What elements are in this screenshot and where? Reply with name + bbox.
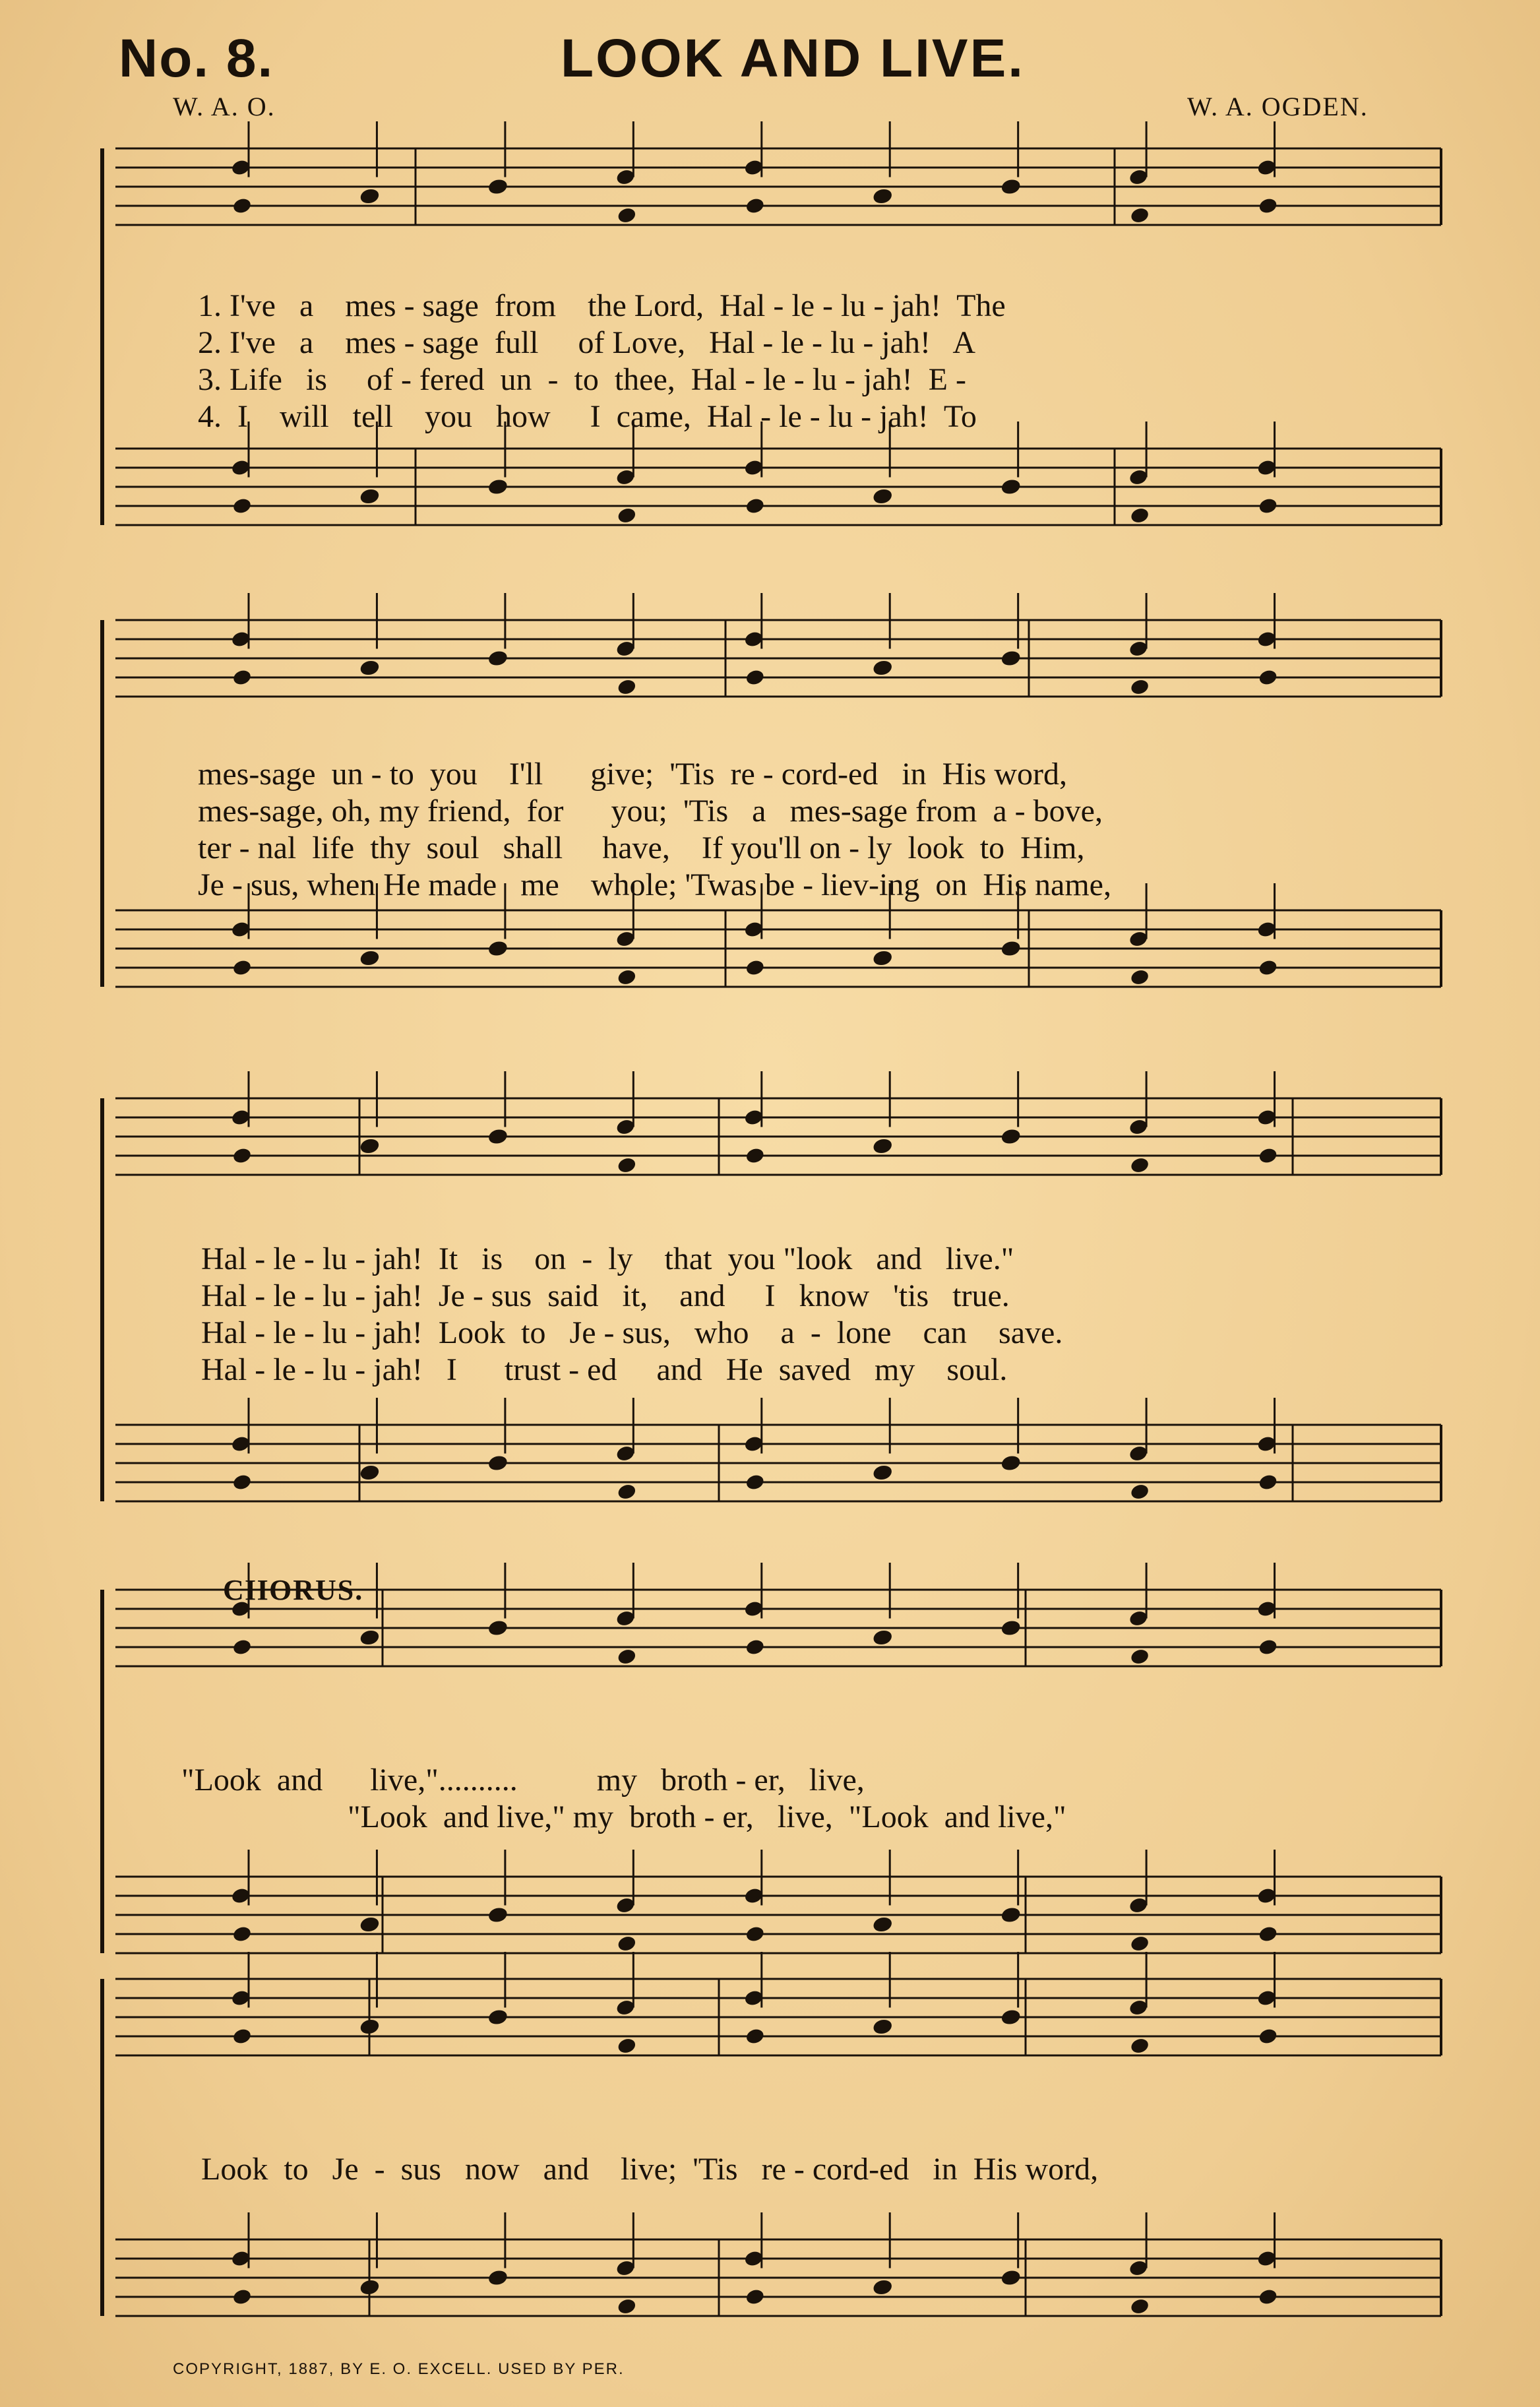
note-head [745, 668, 765, 687]
note-head [1258, 1638, 1278, 1656]
note-head [1129, 507, 1150, 525]
note-head [617, 507, 637, 525]
note-head [745, 2288, 765, 2306]
lyricist-credit: W. A. O. [173, 92, 276, 121]
note-head [360, 2018, 381, 2036]
note-head [231, 497, 252, 515]
note-head [488, 1906, 508, 1924]
note-head [360, 1464, 381, 1482]
note-head [745, 958, 765, 977]
note-head [231, 668, 252, 687]
lyric-line: Look to Je - sus now and live; 'Tis re - cord-ed in His word, [201, 2152, 1099, 2187]
note-head [1258, 497, 1278, 515]
note-head [488, 649, 508, 668]
note-head [1001, 2008, 1022, 2026]
note-heads [230, 121, 1278, 2315]
note-head [1258, 1925, 1278, 1943]
staff-lines [102, 148, 1441, 2316]
note-head [873, 1464, 894, 1482]
note-head [617, 1483, 637, 1501]
note-head [231, 1473, 252, 1491]
note-head [1001, 1619, 1022, 1637]
note-head [488, 2268, 508, 2287]
note-head [488, 939, 508, 958]
note-head [745, 1925, 765, 1943]
lyric-line: mes-sage un - to you I'll give; 'Tis re - cord-ed in His word, [198, 757, 1068, 792]
note-head [617, 2298, 637, 2316]
note-head [231, 197, 252, 215]
note-head [231, 2027, 252, 2046]
note-head [1001, 1127, 1022, 1146]
note-head [1001, 649, 1022, 668]
note-head [745, 497, 765, 515]
lyric-line: Hal - le - lu - jah! Look to Je - sus, who a - lone can save. [201, 1315, 1063, 1350]
note-head [1129, 206, 1150, 225]
note-head [231, 1146, 252, 1165]
note-head [745, 2027, 765, 2046]
note-head [617, 2037, 637, 2055]
lyric-line: 2. I've a mes - sage full of Love, Hal - le - lu - jah! A [198, 325, 975, 360]
note-head [360, 659, 381, 677]
note-head [1129, 1935, 1150, 1953]
note-head [488, 478, 508, 496]
note-head [488, 1619, 508, 1637]
note-head [617, 1648, 637, 1666]
lyric-line: Hal - le - lu - jah! Je - sus said it, and I know 'tis true. [201, 1278, 1010, 1313]
note-head [1258, 1473, 1278, 1491]
note-head [488, 177, 508, 196]
note-head [617, 1935, 637, 1953]
lyric-line: ter - nal life thy soul shall have, If you'll on - ly look to Him, [198, 830, 1085, 865]
lyric-line: Je - sus, when He made me whole; 'Twas be - liev-ing on His name, [198, 867, 1111, 902]
note-head [1258, 958, 1278, 977]
note-head [1001, 478, 1022, 496]
note-head [1258, 2288, 1278, 2306]
note-head [745, 1146, 765, 1165]
note-head [1129, 1156, 1150, 1175]
note-head [1129, 2037, 1150, 2055]
note-head [1001, 1454, 1022, 1472]
note-head [360, 487, 381, 506]
note-head [1001, 1906, 1022, 1924]
note-head [617, 968, 637, 987]
lyric-line: Hal - le - lu - jah! I trust - ed and He saved my soul. [201, 1352, 1008, 1387]
note-head [1258, 2027, 1278, 2046]
note-head [1001, 2268, 1022, 2287]
note-head [1129, 968, 1150, 987]
lyric-line: 4. I will tell you how I came, Hal - le - lu - jah! To [198, 399, 977, 434]
composer-credit: W. A. OGDEN. [1187, 92, 1369, 121]
note-head [360, 1137, 381, 1156]
note-head [617, 678, 637, 697]
note-head [231, 1638, 252, 1656]
note-head [231, 1925, 252, 1943]
note-head [873, 1629, 894, 1647]
lyric-line: Hal - le - lu - jah! It is on - ly that you "look and live." [201, 1241, 1014, 1276]
lyric-line: 3. Life is of - fered un - to thee, Hal - le - lu - jah! E - [198, 362, 966, 397]
note-head [745, 197, 765, 215]
note-head [873, 1137, 894, 1156]
lyric-line: "Look and live," my broth - er, live, "Look and live," [181, 1799, 1066, 1834]
note-head [1258, 668, 1278, 687]
note-head [1258, 1146, 1278, 1165]
lyric-line: mes-sage, oh, my friend, for you; 'Tis a mes-sage from a - bove, [198, 794, 1103, 828]
note-head [873, 2278, 894, 2297]
note-head [617, 1156, 637, 1175]
note-head [1129, 2298, 1150, 2316]
note-head [1129, 678, 1150, 697]
note-head [360, 1916, 381, 1934]
note-head [360, 187, 381, 206]
note-head [231, 958, 252, 977]
note-head [360, 2278, 381, 2297]
lyric-line: 1. I've a mes - sage from the Lord, Hal - le - lu - jah! The [198, 288, 1006, 323]
note-head [873, 187, 894, 206]
note-head [1129, 1648, 1150, 1666]
note-head [1258, 197, 1278, 215]
note-head [1129, 1483, 1150, 1501]
chorus-label: CHORUS. [223, 1574, 364, 1606]
note-head [873, 2018, 894, 2036]
note-head [1001, 177, 1022, 196]
note-head [873, 659, 894, 677]
hymn-number: No. 8. [119, 28, 274, 88]
note-head [873, 487, 894, 506]
lyric-line: "Look and live,".......... my broth - er, live, [181, 1763, 865, 1797]
note-head [745, 1473, 765, 1491]
note-head [360, 1629, 381, 1647]
note-head [488, 1454, 508, 1472]
copyright-notice: COPYRIGHT, 1887, BY E. O. EXCELL. USED BY PER. [173, 2360, 625, 2378]
note-head [617, 206, 637, 225]
note-head [360, 949, 381, 968]
note-head [231, 2288, 252, 2306]
note-head [873, 949, 894, 968]
note-head [488, 2008, 508, 2026]
note-head [488, 1127, 508, 1146]
hymn-title: LOOK AND LIVE. [561, 28, 1026, 88]
note-head [873, 1916, 894, 1934]
note-head [745, 1638, 765, 1656]
note-head [1001, 939, 1022, 958]
